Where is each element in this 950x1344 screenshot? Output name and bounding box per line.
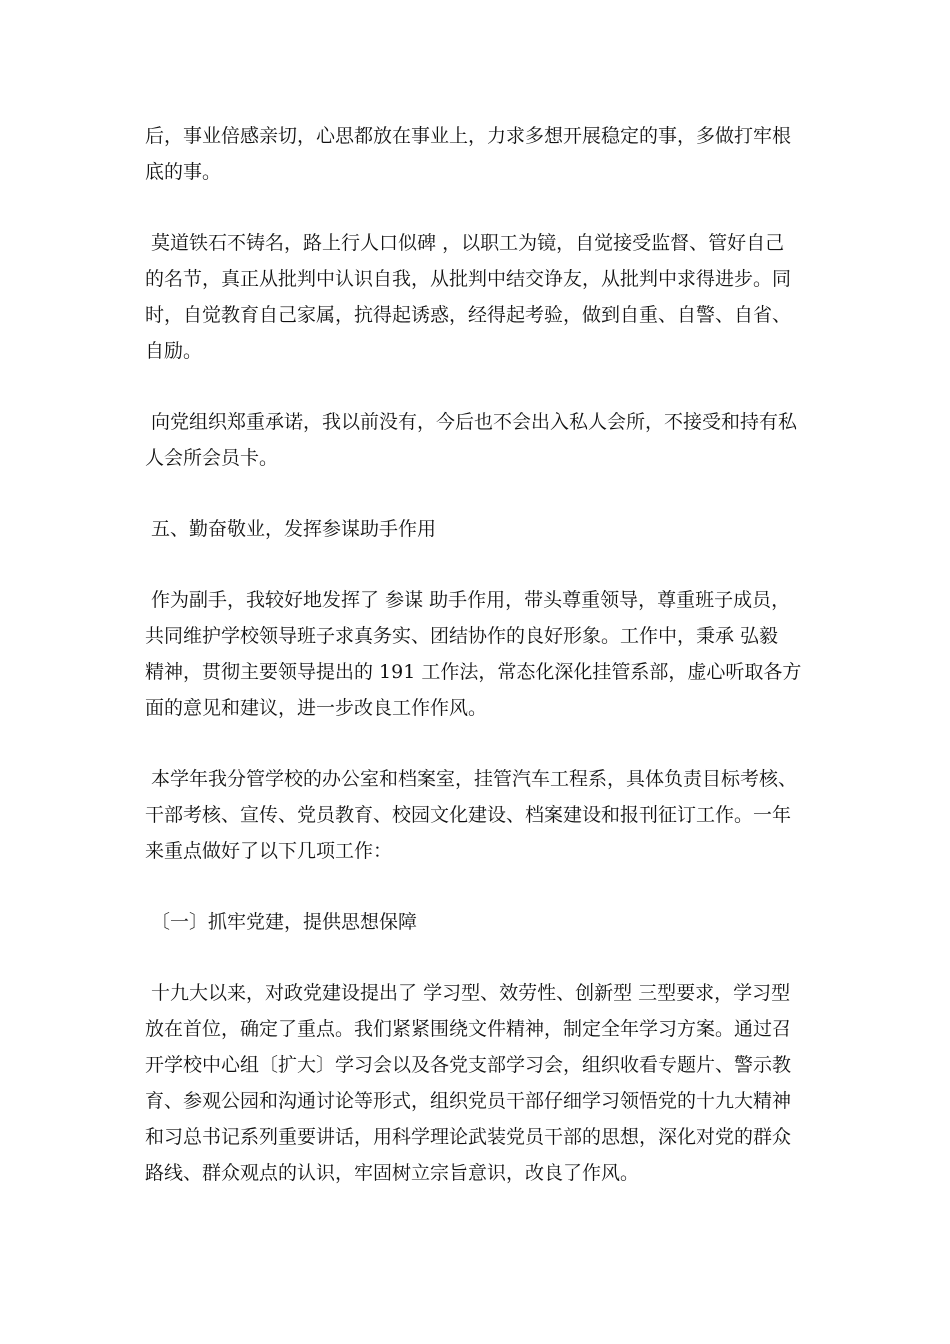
section-heading bbox=[145, 511, 810, 547]
text-line: 的名节，真正从批判中认识自我，从批判中结交诤友，从批判中求得进步。同 bbox=[145, 268, 792, 290]
text-line: 底的事。 bbox=[145, 161, 222, 183]
text-line: 向党组织郑重承诺，我以前没有，今后也不会出入私人会所，不接受和持有私 bbox=[145, 411, 798, 433]
text-line: 精神，贯彻主要领导提出的 191 工作法，常态化深化挂管系部，虚心听取各方 bbox=[145, 661, 802, 683]
text-line: 路线、群众观点的认识，牢固树立宗旨意识，改良了作风。 bbox=[145, 1162, 640, 1184]
text-line: 作为副手，我较好地发挥了 参谋 助手作用，带头尊重领导，尊重班子成员， bbox=[145, 589, 791, 611]
paragraph bbox=[145, 582, 810, 726]
text-line: 和习总书记系列重要讲话，用科学理论武装党员干部的思想，深化对党的群众 bbox=[145, 1126, 792, 1148]
text-line: 放在首位，确定了重点。我们紧紧围绕文件精神，制定全年学习方案。通过召 bbox=[145, 1018, 792, 1040]
paragraph bbox=[145, 975, 810, 1191]
heading-text: 〔一〕抓牢党建，提供思想保障 bbox=[145, 911, 418, 933]
document-body bbox=[145, 118, 810, 1226]
paragraph bbox=[145, 225, 810, 369]
text-line: 育、参观公园和沟通讨论等形式，组织党员干部仔细学习领悟党的十九大精神 bbox=[145, 1090, 792, 1112]
text-line: 时，自觉教育自己家属，抗得起诱惑，经得起考验，做到自重、自警、自省、 bbox=[145, 304, 792, 326]
text-line: 开学校中心组〔扩大〕学习会以及各党支部学习会，组织收看专题片、警示教 bbox=[145, 1054, 792, 1076]
paragraph bbox=[145, 761, 810, 869]
heading-text: 五、勤奋敬业，发挥参谋助手作用 bbox=[145, 518, 437, 540]
text-line: 面的意见和建议，进一步改良工作作风。 bbox=[145, 697, 488, 719]
text-line: 干部考核、宣传、党员教育、校园文化建设、档案建设和报刊征订工作。一年 bbox=[145, 804, 792, 826]
paragraph bbox=[145, 404, 810, 476]
text-line: 莫道铁石不铸名，路上行人口似碑 ，以职工为镜，自觉接受监督、管好自己 bbox=[145, 232, 785, 254]
text-line: 后，事业倍感亲切，心思都放在事业上，力求多想开展稳定的事，多做打牢根 bbox=[145, 125, 792, 147]
subsection-heading bbox=[145, 904, 810, 940]
text-line: 共同维护学校领导班子求真务实、团结协作的良好形象。工作中，秉承 弘毅 bbox=[145, 625, 779, 647]
text-line: 十九大以来，对政党建设提出了 学习型、效劳性、创新型 三型要求，学习型 bbox=[145, 982, 791, 1004]
text-line: 来重点做好了以下几项工作： bbox=[145, 840, 393, 862]
paragraph bbox=[145, 118, 810, 190]
text-line: 人会所会员卡。 bbox=[145, 447, 279, 469]
text-line: 本学年我分管学校的办公室和档案室，挂管汽车工程系，具体负责目标考核、 bbox=[145, 768, 798, 790]
text-line: 自励。 bbox=[145, 340, 203, 362]
